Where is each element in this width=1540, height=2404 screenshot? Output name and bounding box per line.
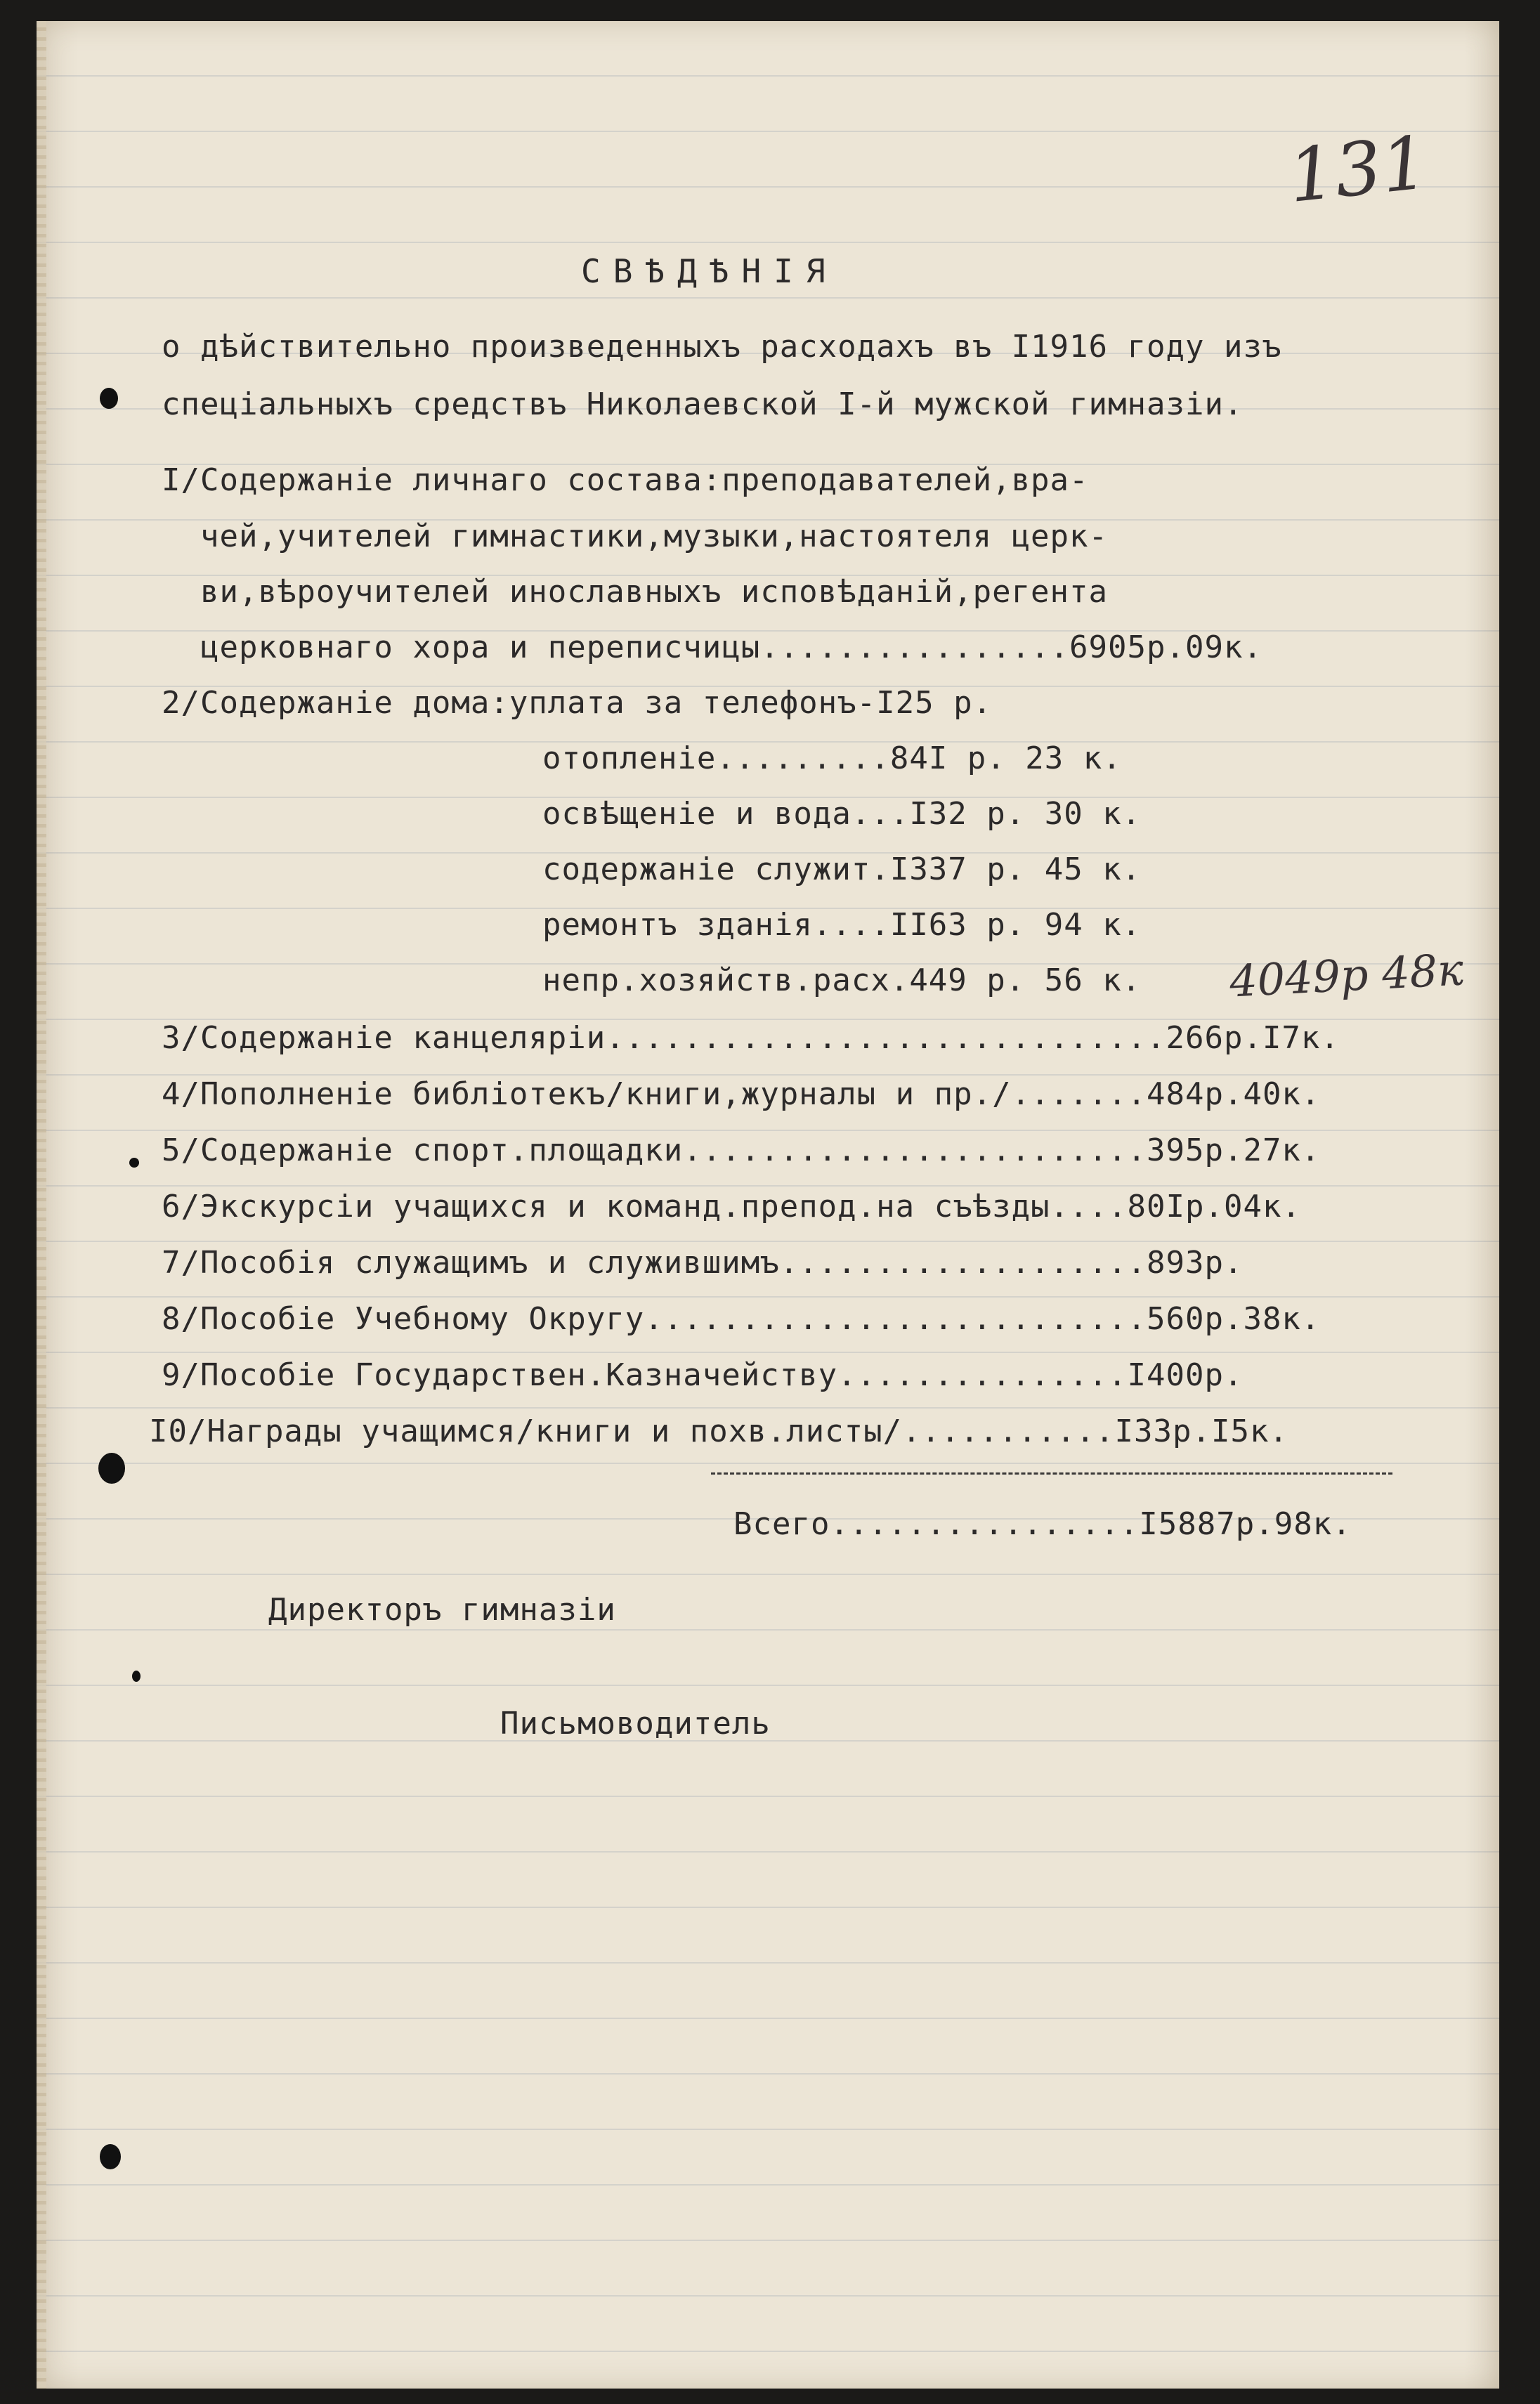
total-separator (711, 1472, 1392, 1475)
item-1-line2: чей,учителей гимнастики,музыки,настоятеля церк- (162, 518, 1109, 554)
item-2-sub-staff: содержанiе служит.I337 р. 45 к. (542, 851, 1142, 887)
item-3: 3/Содержанiе канцелярiи.............................266р.I7к. (162, 1020, 1340, 1056)
item-10: I0/Награды учащимся/книги и похв.листы/...........I33р.I5к. (149, 1413, 1288, 1449)
handwritten-subtotal: 4049р 48к (1228, 943, 1465, 1007)
total-line: Всего................I5887р.98к. (733, 1506, 1352, 1542)
item-2-line1: 2/Содержанiе дома:уплата за телефонъ-I25 р. (162, 685, 993, 721)
item-2-sub-misc: непр.хозяйств.расх.449 р. 56 к. (542, 962, 1142, 998)
binding-hole (98, 1453, 125, 1484)
clerk-signature-label: Письмоводитель (500, 1706, 771, 1742)
document-page (37, 21, 1499, 2389)
document-subtitle-line1: о дѣйствительно произведенныхъ расходахъ въ I1916 году изъ (162, 329, 1282, 365)
item-2-sub-heating: отопленiе.........84I р. 23 к. (542, 740, 1122, 776)
page-number: 131 (1284, 119, 1433, 220)
document-title: СВѢДѢНІЯ (581, 252, 838, 290)
item-6: 6/Экскурсiи учащихся и команд.препод.на съѣзды....80Iр.04к. (162, 1189, 1301, 1224)
document-subtitle-line2: спецiальныхъ средствъ Николаевской I-й мужской гимназiи. (162, 386, 1244, 422)
item-9: 9/Пособiе Государствен.Казначейству...............I400р. (162, 1357, 1244, 1393)
binding-hole (100, 2144, 121, 2169)
item-2-sub-repair: ремонтъ зданiя....II63 р. 94 к. (542, 907, 1142, 943)
item-1-line1: I/Содержанiе личнаго состава:преподавателей,вра- (162, 462, 1089, 498)
item-1-line3: ви,вѣроучителей инославныхъ исповѣданiй,регента (162, 574, 1109, 610)
item-7: 7/Пособiя служащимъ и служившимъ...................893р. (162, 1245, 1244, 1281)
binding-hole (132, 1671, 141, 1682)
item-5: 5/Содержанiе спорт.площадки........................395р.27к. (162, 1132, 1321, 1168)
item-2-sub-lighting: освѣщенiе и вода...I32 р. 30 к. (542, 796, 1142, 832)
item-4: 4/Пополненiе библiотекъ/книги,журналы и пр./.......484р.40к. (162, 1076, 1321, 1112)
item-1-line4: церковнаго хора и переписчицы................6905р.09к. (162, 629, 1262, 665)
director-signature-label: Директоръ гимназiи (268, 1592, 616, 1628)
binding-hole (100, 388, 118, 409)
item-8: 8/Пособiе Учебному Округу..........................560р.38к. (162, 1301, 1321, 1337)
binding-hole (129, 1158, 139, 1168)
